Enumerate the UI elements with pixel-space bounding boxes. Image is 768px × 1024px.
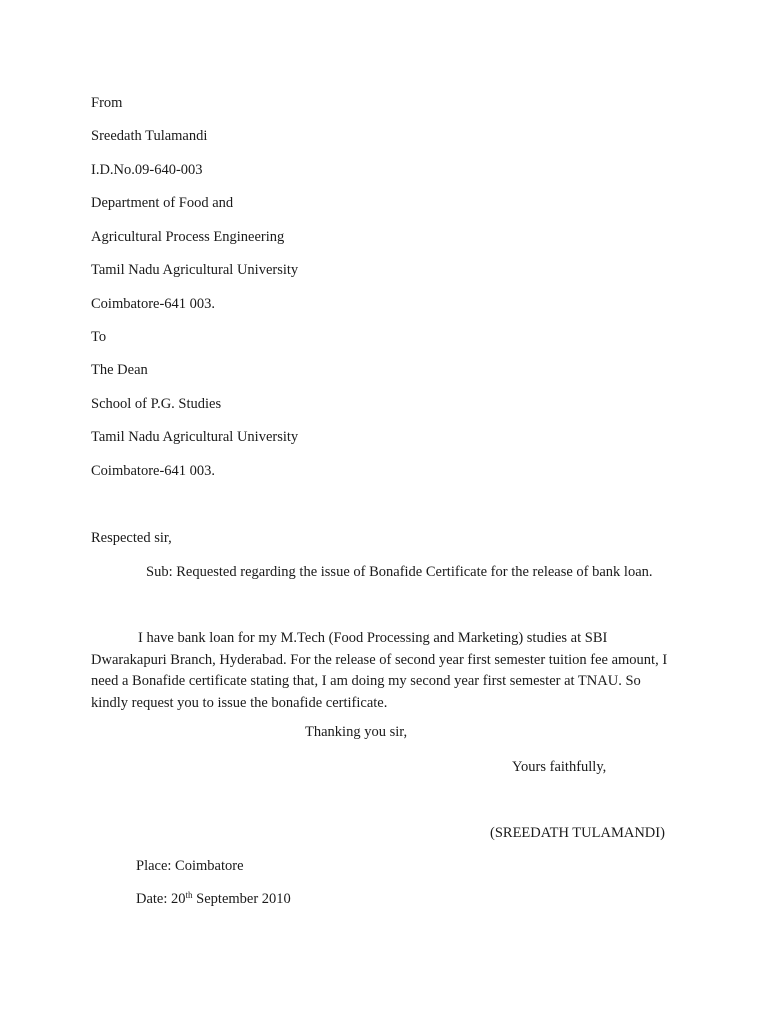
body-text: I have bank loan for my M.Tech (Food Processing and Marketing) studies at SBI Dwarakapuri Branch, Hyderabad. For the release of second year first semester tuition fee amount, I need a Bonafide certificate stating that, I am doing my second year first semester at TNAU. So kindly request you to issue the bonafide certificate.: [91, 630, 668, 711]
from-label: From: [91, 95, 123, 111]
recipient-city: Coimbatore-641 003.: [91, 463, 216, 479]
sender-id: I.D.No.09-640-003: [91, 162, 203, 178]
date-prefix: Date: 20: [136, 891, 186, 907]
subject-line: Sub: Requested regarding the issue of Bonafide Certificate for the release of bank loan.: [146, 564, 653, 580]
body-paragraph: [91, 628, 671, 714]
salutation: Respected sir,: [91, 530, 172, 546]
sender-name: Sreedath Tulamandi: [91, 128, 208, 144]
thanks-line: Thanking you sir,: [305, 724, 408, 740]
closing-line: Yours faithfully,: [512, 759, 607, 775]
date-rest: September 2010: [192, 891, 291, 907]
sender-department-line1: Department of Food and: [91, 195, 234, 211]
sender-department-line2: Agricultural Process Engineering: [91, 229, 285, 245]
sender-city: Coimbatore-641 003.: [91, 296, 216, 312]
sender-university: Tamil Nadu Agricultural University: [91, 262, 299, 278]
signature-name: (SREEDATH TULAMANDI): [490, 825, 665, 841]
place-line: Place: Coimbatore: [136, 858, 244, 874]
recipient-title: The Dean: [91, 362, 148, 378]
date-ordinal-suffix: th: [185, 890, 193, 900]
recipient-university: Tamil Nadu Agricultural University: [91, 429, 299, 445]
recipient-school: School of P.G. Studies: [91, 396, 222, 412]
date-line: [136, 890, 291, 908]
to-label: To: [91, 329, 107, 345]
